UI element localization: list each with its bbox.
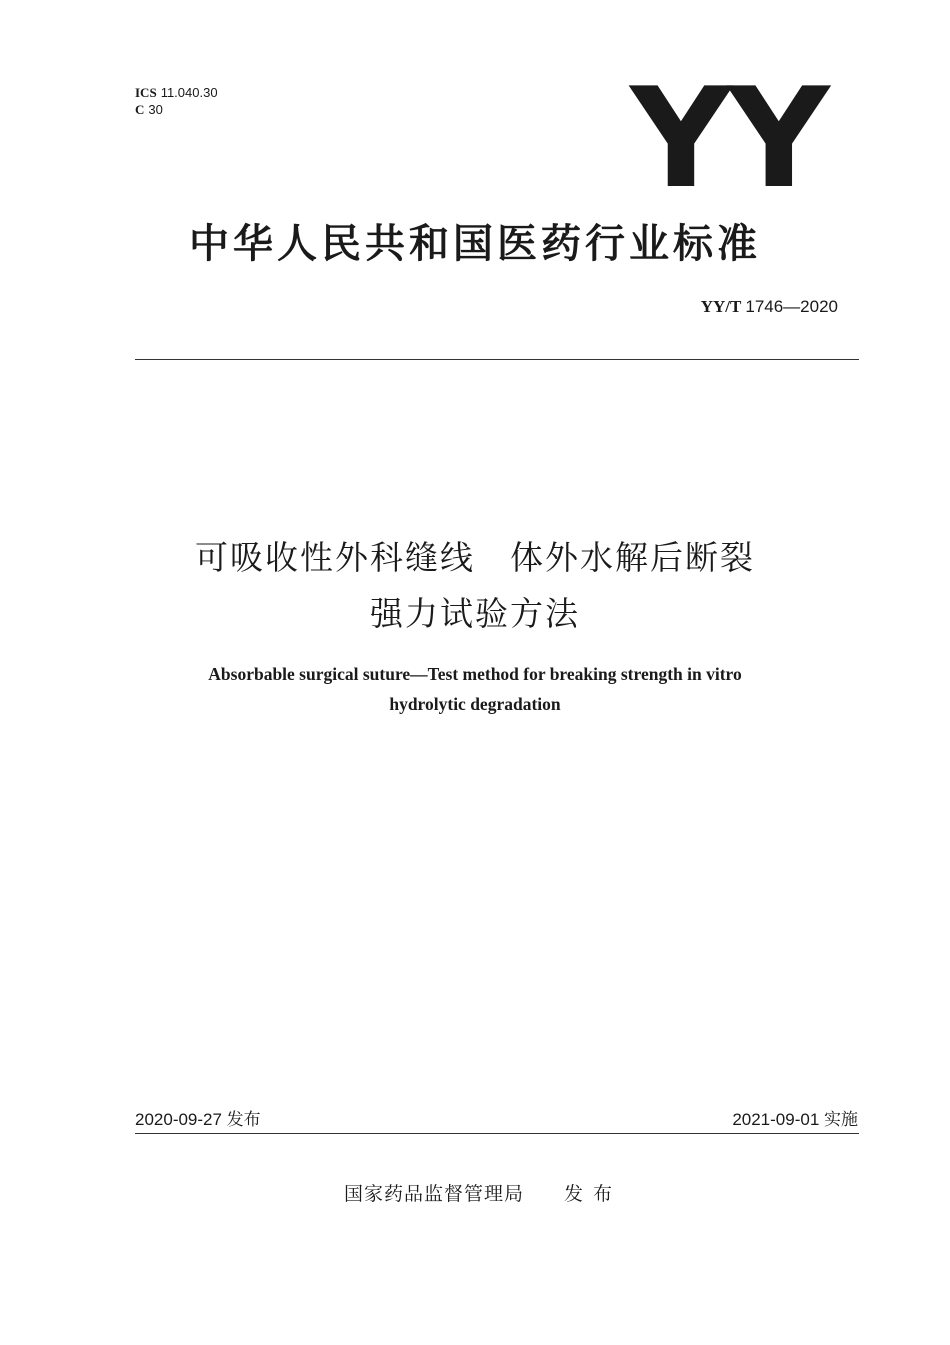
ccs-label: C bbox=[135, 102, 145, 117]
issuer-name: 国家药品监督管理局 bbox=[344, 1183, 525, 1205]
english-title-line-2: hydrolytic degradation bbox=[389, 694, 561, 714]
ccs-line bbox=[135, 101, 218, 118]
footer-divider bbox=[135, 1133, 859, 1134]
standard-logo: YY bbox=[630, 58, 826, 219]
implementation-date: 2021-09-01 实施 bbox=[732, 1110, 858, 1129]
standard-number bbox=[701, 297, 838, 317]
chinese-title-line-2: 强力试验方法 bbox=[370, 594, 580, 633]
ics-value: 11.040.30 bbox=[160, 85, 218, 100]
ics-label: ICS bbox=[135, 85, 157, 100]
chinese-title-line-1: 可吸收性外科缝线 体外水解后断裂 bbox=[195, 538, 755, 577]
ics-line bbox=[135, 84, 218, 101]
header-divider bbox=[135, 359, 859, 360]
standard-number-value: 1746—2020 bbox=[745, 297, 838, 316]
issue-date: 2020-09-27 发布 bbox=[135, 1110, 261, 1129]
standard-type-title: 中华人民共和国医药行业标准 bbox=[189, 221, 761, 267]
ccs-value: 30 bbox=[148, 102, 163, 117]
classification-codes bbox=[135, 84, 218, 118]
english-title-line-1: Absorbable surgical suture—Test method for breaking strength in vitro bbox=[208, 664, 742, 684]
standard-number-prefix: YY/T bbox=[700, 297, 742, 316]
issue-label: 发布 bbox=[564, 1183, 623, 1205]
issuing-authority bbox=[344, 1179, 622, 1206]
